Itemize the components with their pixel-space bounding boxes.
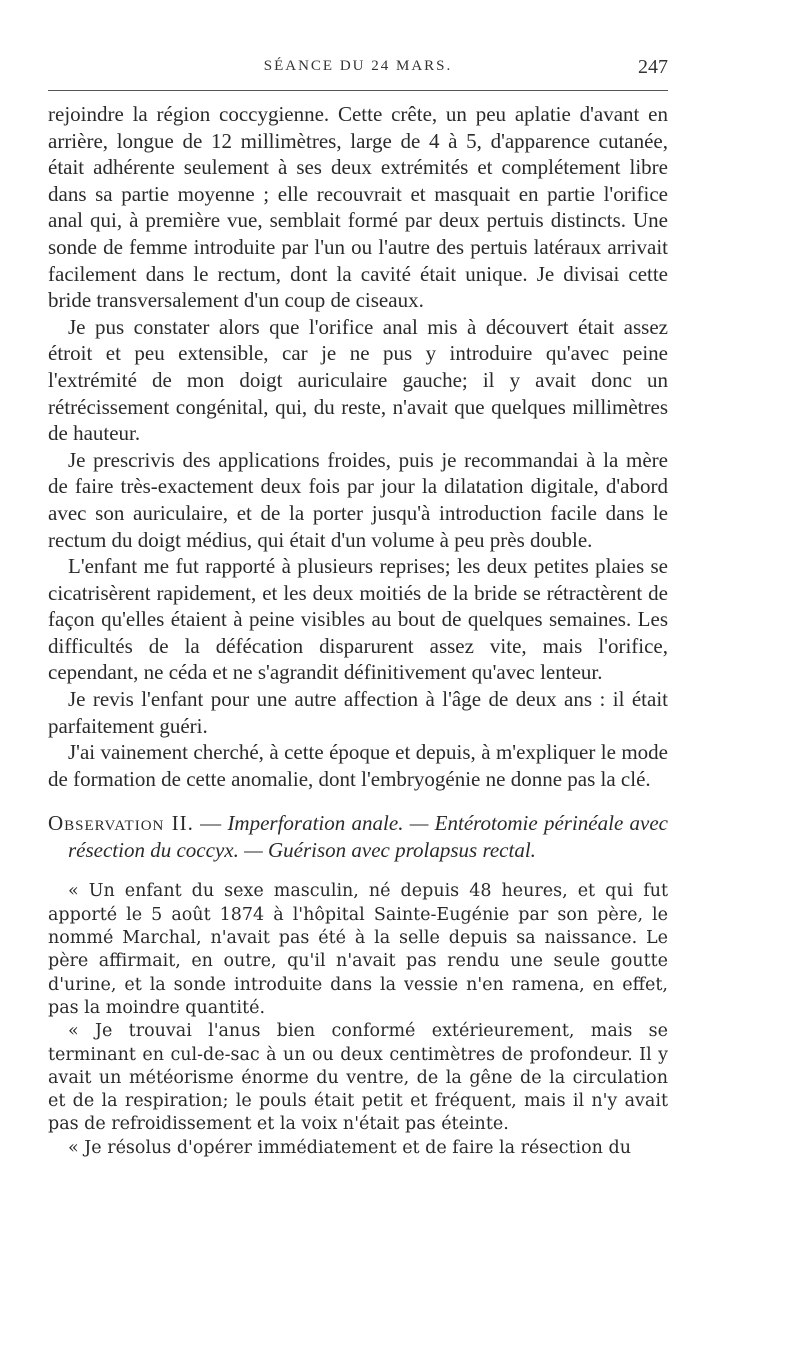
page-number: 247 bbox=[638, 56, 668, 78]
quote-paragraph: « Un enfant du sexe masculin, né depuis 48 heures, et qui fut apporté le 5 août 1874 à l'hôpital Sainte-Eugénie par son père, le nommé Marchal, n'avait pas été à la selle depuis sa naissance. Le père affirmait, en outre, qu'il n'avait pas rendu une seule goutte d'urine, et la sonde introduite dans la vessie n'en ramena, en effet, pas la moindre quantité. bbox=[48, 881, 668, 1018]
observation-heading bbox=[48, 810, 668, 864]
paragraph: Je prescrivis des applications froides, puis je recommandai à la mère de faire très-exactement deux fois par jour la dilatation digitale, d'abord avec son auriculaire, et de la porter jusqu'à introduction facile dans le rectum du doigt médius, qui était d'un volume à peu près double. bbox=[48, 447, 668, 552]
main-text bbox=[48, 101, 668, 792]
paragraph: Je pus constater alors que l'orifice anal mis à découvert était assez étroit et peu extensible, car je ne pus y introduire qu'avec peine l'extrémité de mon doigt auriculaire gauche; il y avait donc un rétrécissement congénital, qui, du reste, n'avait que quelques millimètres de hauteur. bbox=[48, 314, 668, 446]
book-page bbox=[48, 56, 668, 1160]
running-title: SÉANCE DU 24 MARS. bbox=[263, 58, 453, 74]
case-report bbox=[48, 880, 668, 1160]
quote-paragraph: « Je résolus d'opérer immédiatement et de faire la résection du bbox=[68, 1137, 631, 1158]
paragraph: Je revis l'enfant pour une autre affection à l'âge de deux ans : il était parfaitement guéri. bbox=[48, 687, 668, 738]
observation-label: Observation II. bbox=[48, 811, 194, 836]
running-header bbox=[48, 56, 668, 91]
paragraph: rejoindre la région coccygienne. Cette crête, un peu aplatie d'avant en arrière, longue de 12 millimètres, large de 4 à 5, d'apparence cutanée, était adhérente seulement à ses deux extrémités et complétement libre dans sa partie moyenne ; elle recouvrait et masquait en partie l'orifice anal qui, à première vue, semblait formé par deux pertuis distincts. Une sonde de femme introduite par l'un ou l'autre des pertuis latéraux arrivait facilement dans le rectum, dont la cavité était unique. Je divisai cette bride transversalement d'un coup de ciseaux. bbox=[48, 102, 668, 313]
paragraph: L'enfant me fut rapporté à plusieurs reprises; les deux petites plaies se cicatrisèrent rapidement, et les deux moitiés de la bride se rétractèrent de façon qu'elles étaient à peine visibles au bout de quelques semaines. Les difficultés de la défécation disparurent assez vite, mais l'orifice, cependant, ne céda et ne s'agrandit définitivement qu'avec lenteur. bbox=[48, 554, 668, 685]
observation-title: Imperforation anale. — Entérotomie périnéale avec résection du coccyx. — Guérison avec prolapsus rectal. bbox=[68, 811, 669, 863]
observation-separator: — bbox=[193, 811, 228, 836]
quote-paragraph: « Je trouvai l'anus bien conformé extérieurement, mais se terminant en cul-de-sac à un ou deux centimètres de profondeur. Il y avait un météorisme énorme du ventre, de la gêne de la circulation et de la respiration; le pouls était petit et fréquent, mais il n'y avait pas de refroidissement et la voix n'était pas éteinte. bbox=[48, 1021, 668, 1135]
paragraph: J'ai vainement cherché, à cette époque et depuis, à m'expliquer le mode de formation de cette anomalie, dont l'embryogénie ne donne pas la clé. bbox=[48, 740, 668, 791]
